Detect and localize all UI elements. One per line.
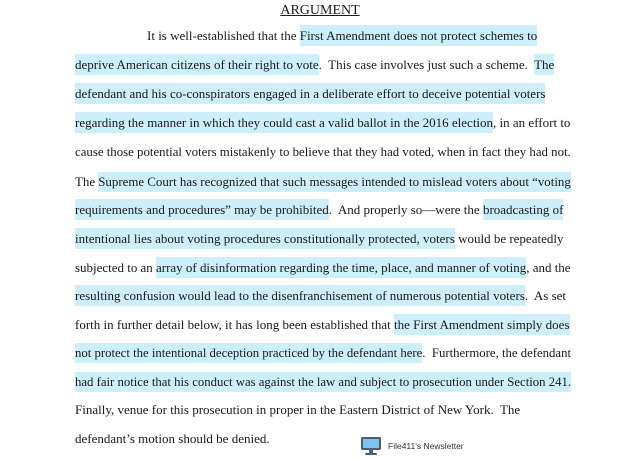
text-segment: . Furthermore, the defendant (422, 346, 571, 360)
highlighted-text: array of disinformation regarding the time, place, and manner of voting (156, 260, 527, 275)
highlighted-text: not protect the intentional deception practiced by the defendant here (75, 346, 423, 360)
text-line (0, 316, 640, 334)
highlighted-text: regarding the manner in which they could cast a valid ballot in the 2016 election (75, 115, 494, 130)
highlighted-text: The (534, 57, 555, 72)
text-line (0, 230, 640, 248)
text-segment: cause those potential voters mistakenly to believe that they had voted, when in fact they had not. (75, 145, 571, 159)
highlighted-text: the First Amendment simply does (394, 317, 570, 332)
highlighted-text: deprive American citizens of their right to vote (75, 57, 319, 72)
text-line (0, 56, 640, 74)
section-heading: ARGUMENT (280, 3, 360, 18)
text-segment: subjected to an (75, 260, 157, 275)
text-segment: Finally, venue for this prosecution in proper in the Eastern District of New York. The (75, 402, 521, 417)
text-segment: . And properly so—were the (328, 202, 483, 217)
text-line (0, 201, 640, 219)
highlighted-text: defendant and his co-conspirators engaged in a deliberate effort to deceive potential voters (75, 86, 546, 101)
text-line (0, 85, 640, 103)
text-line (0, 143, 640, 161)
text-segment: It is well-established that the (147, 28, 300, 43)
text-segment: . As set (524, 288, 567, 303)
highlighted-text: Supreme Court has recognized that such messages intended to mislead voters about “voting (98, 175, 571, 189)
text-segment: defendant’s motion should be denied. (75, 431, 270, 446)
newsletter-label: File411's Newsletter (388, 441, 464, 451)
highlighted-text: had fair notice that his conduct was against the law and subject to prosecution under Section 241. (75, 375, 572, 389)
text-segment: would be repeatedly (454, 231, 564, 246)
newsletter-watermark (360, 434, 464, 458)
text-line (0, 373, 640, 391)
text-segment: . This case involves just such a scheme. (318, 57, 535, 72)
text-segment: , in an effort to (493, 115, 571, 130)
highlighted-text: broadcasting of (482, 202, 564, 217)
text-line (0, 114, 640, 132)
highlighted-text: First Amendment does not protect schemes to (299, 28, 538, 43)
text-line (0, 430, 640, 448)
highlighted-text: intentional lies about voting procedures constitutionally protected, voters (75, 231, 455, 246)
text-segment: forth in further detail below, it has long been established that (75, 317, 395, 332)
text-line (0, 344, 640, 362)
text-line (0, 287, 640, 305)
highlighted-text: resulting confusion would lead to the disenfranchisement of numerous potential voters (75, 288, 525, 303)
text-line (0, 259, 640, 277)
text-line (0, 401, 640, 419)
computer-monitor-icon (360, 436, 382, 456)
text-line (0, 173, 640, 191)
highlighted-text: requirements and procedures” may be prohibited (75, 202, 329, 217)
text-segment: The (75, 175, 99, 189)
text-line (0, 27, 640, 45)
text-segment: , and the (526, 260, 571, 275)
